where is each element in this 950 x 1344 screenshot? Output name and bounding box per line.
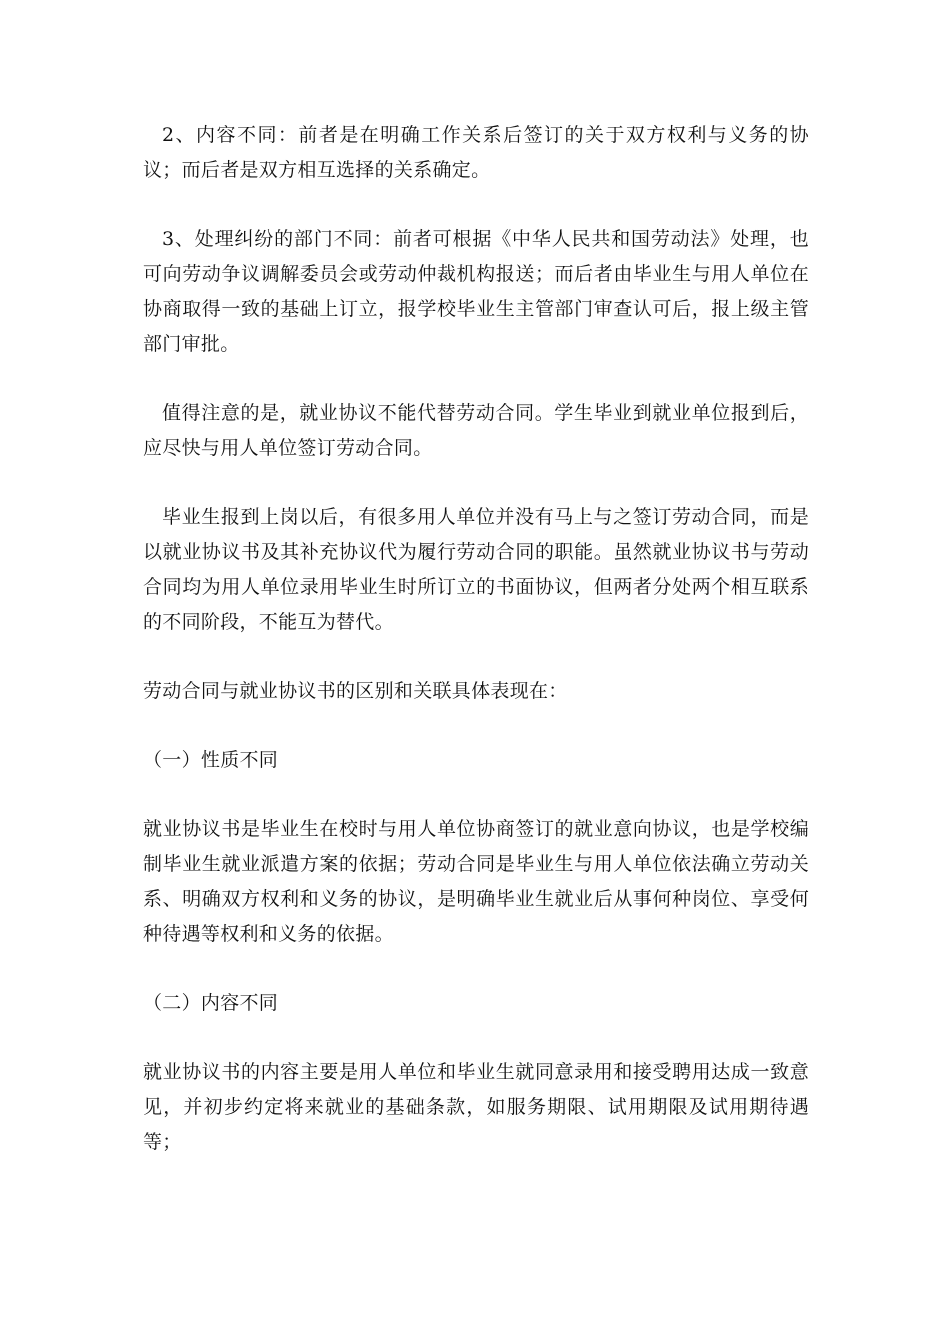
paragraph-content: 就业协议书的内容主要是用人单位和毕业生就同意录用和接受聘用达成一致意见，并初步约定将来就业的基础条款，如服务期限、试用期限及试用期待遇等； (143, 1061, 809, 1153)
section-heading-nature: （一）性质不同 (143, 749, 279, 771)
paragraph-note: 值得注意的是，就业协议不能代替劳动合同。学生毕业到就业单位报到后，应尽快与用人单位签订劳动合同。 (143, 402, 809, 459)
section-heading-content: （二）内容不同 (143, 992, 279, 1014)
paragraph-differences-intro: 劳动合同与就业协议书的区别和关联具体表现在： (143, 680, 568, 702)
paragraph-after-report: 毕业生报到上岗以后，有很多用人单位并没有马上与之签订劳动合同，而是以就业协议书及其补充协议代为履行劳动合同的职能。虽然就业协议书与劳动合同均为用人单位录用毕业生时所订立的书面协议，但两者分处两个相互联系的不同阶段，不能互为替代。 (143, 506, 809, 633)
paragraph-content-difference: 2、内容不同：前者是在明确工作关系后签订的关于双方权利与义务的协议；而后者是双方相互选择的关系确定。 (143, 124, 809, 181)
document-body (143, 118, 809, 1160)
paragraph-dispute-handling: 3、处理纠纷的部门不同：前者可根据《中华人民共和国劳动法》处理，也可向劳动争议调解委员会或劳动仲裁机构报送；而后者由毕业生与用人单位在协商取得一致的基础上订立，报学校毕业生主管部门审查认可后，报上级主管部门审批。 (143, 228, 809, 355)
paragraph-nature: 就业协议书是毕业生在校时与用人单位协商签订的就业意向协议，也是学校编制毕业生就业派遣方案的依据；劳动合同是毕业生与用人单位依法确立劳动关系、明确双方权利和义务的协议，是明确毕业生就业后从事何种岗位、享受何种待遇等权利和义务的依据。 (143, 818, 809, 945)
